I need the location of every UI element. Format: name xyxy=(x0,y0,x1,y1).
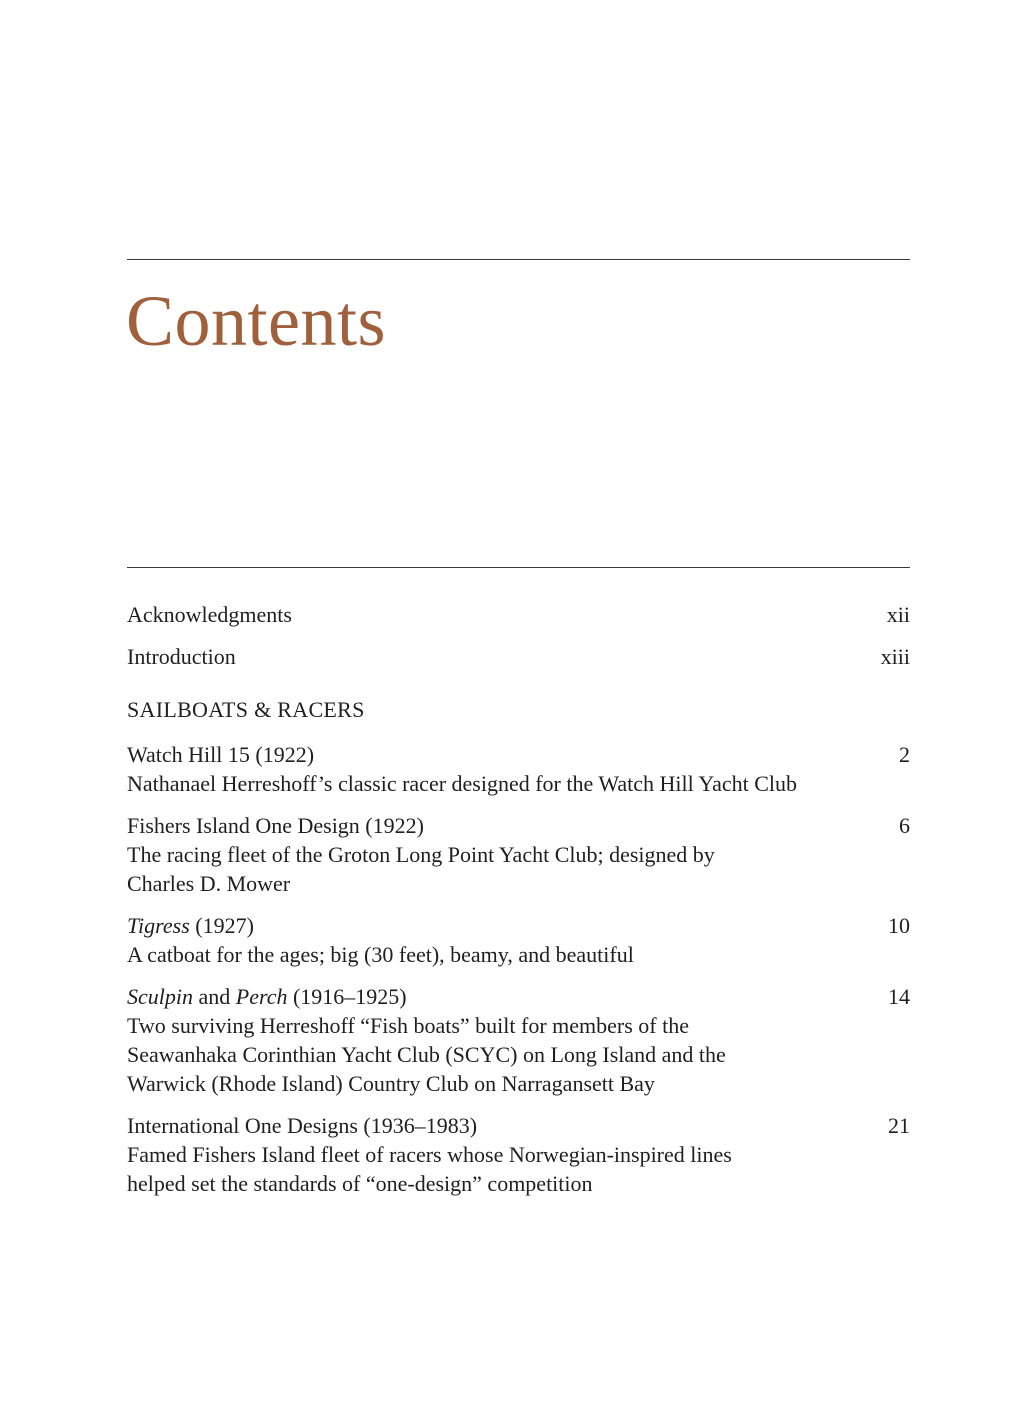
toc-entry-page: xii xyxy=(886,602,910,627)
toc-entry-description: The racing fleet of the Groton Long Point Yacht Club; designed by Charles D. Mower xyxy=(127,842,715,896)
toc-entry-title xyxy=(127,911,857,940)
toc-entry-title-connector: and xyxy=(193,984,236,1009)
toc-entry-acknowledgments[interactable] xyxy=(127,600,910,629)
toc-entry-title: Fishers Island One Design (1922) xyxy=(127,813,424,838)
toc-entry-title-rest: (1927) xyxy=(189,913,254,938)
toc-entry-tigress[interactable] xyxy=(127,911,910,969)
toc-entry-page: 10 xyxy=(888,913,910,938)
toc-entry-introduction[interactable] xyxy=(127,642,910,671)
toc-entry-title-italic: Perch xyxy=(235,984,288,1009)
toc-entry-label: Introduction xyxy=(127,644,236,669)
toc-entry-description: Nathanael Herreshoff’s classic racer designed for the Watch Hill Yacht Club xyxy=(127,771,798,796)
toc-entry-title xyxy=(127,982,857,1011)
table-of-contents xyxy=(127,600,910,1211)
toc-entry-label: Acknowledgments xyxy=(127,602,292,627)
section-heading: SAILBOATS & RACERS xyxy=(127,697,365,722)
toc-entry-description: Two surviving Herreshoff “Fish boats” built for members of the Seawanhaka Corinthian Yacht Club (SCYC) on Long Island and the Warwick (Rhode Island) Country Club on Narragansett Bay xyxy=(127,1013,726,1096)
toc-entry-page: xiii xyxy=(880,644,910,669)
toc-entry-page: 14 xyxy=(888,984,910,1009)
toc-entry-sculpin-and-perch[interactable] xyxy=(127,982,910,1098)
contents-divider xyxy=(127,567,910,568)
toc-entry-title-italic: Sculpin xyxy=(127,984,193,1009)
toc-entry-title-italic: Tigress xyxy=(127,913,190,938)
toc-entry-title: International One Designs (1936–1983) xyxy=(127,1113,478,1138)
toc-entry-watch-hill-15[interactable] xyxy=(127,740,910,798)
toc-entry-international-one-designs[interactable] xyxy=(127,1111,910,1198)
toc-entry-page: 21 xyxy=(888,1113,910,1138)
toc-entry-page: 6 xyxy=(899,813,910,838)
toc-entry-description: A catboat for the ages; big (30 feet), beamy, and beautiful xyxy=(127,942,634,967)
toc-entry-title: Watch Hill 15 (1922) xyxy=(127,742,315,767)
top-divider xyxy=(127,259,910,260)
toc-entry-description: Famed Fishers Island fleet of racers whose Norwegian-inspired lines helped set the standards of “one-design” competition xyxy=(127,1142,732,1196)
page-title: Contents xyxy=(126,281,387,361)
toc-entry-title-rest: (1916–1925) xyxy=(287,984,407,1009)
toc-entry-page: 2 xyxy=(899,742,910,767)
toc-entry-fishers-island-one-design[interactable] xyxy=(127,811,910,898)
